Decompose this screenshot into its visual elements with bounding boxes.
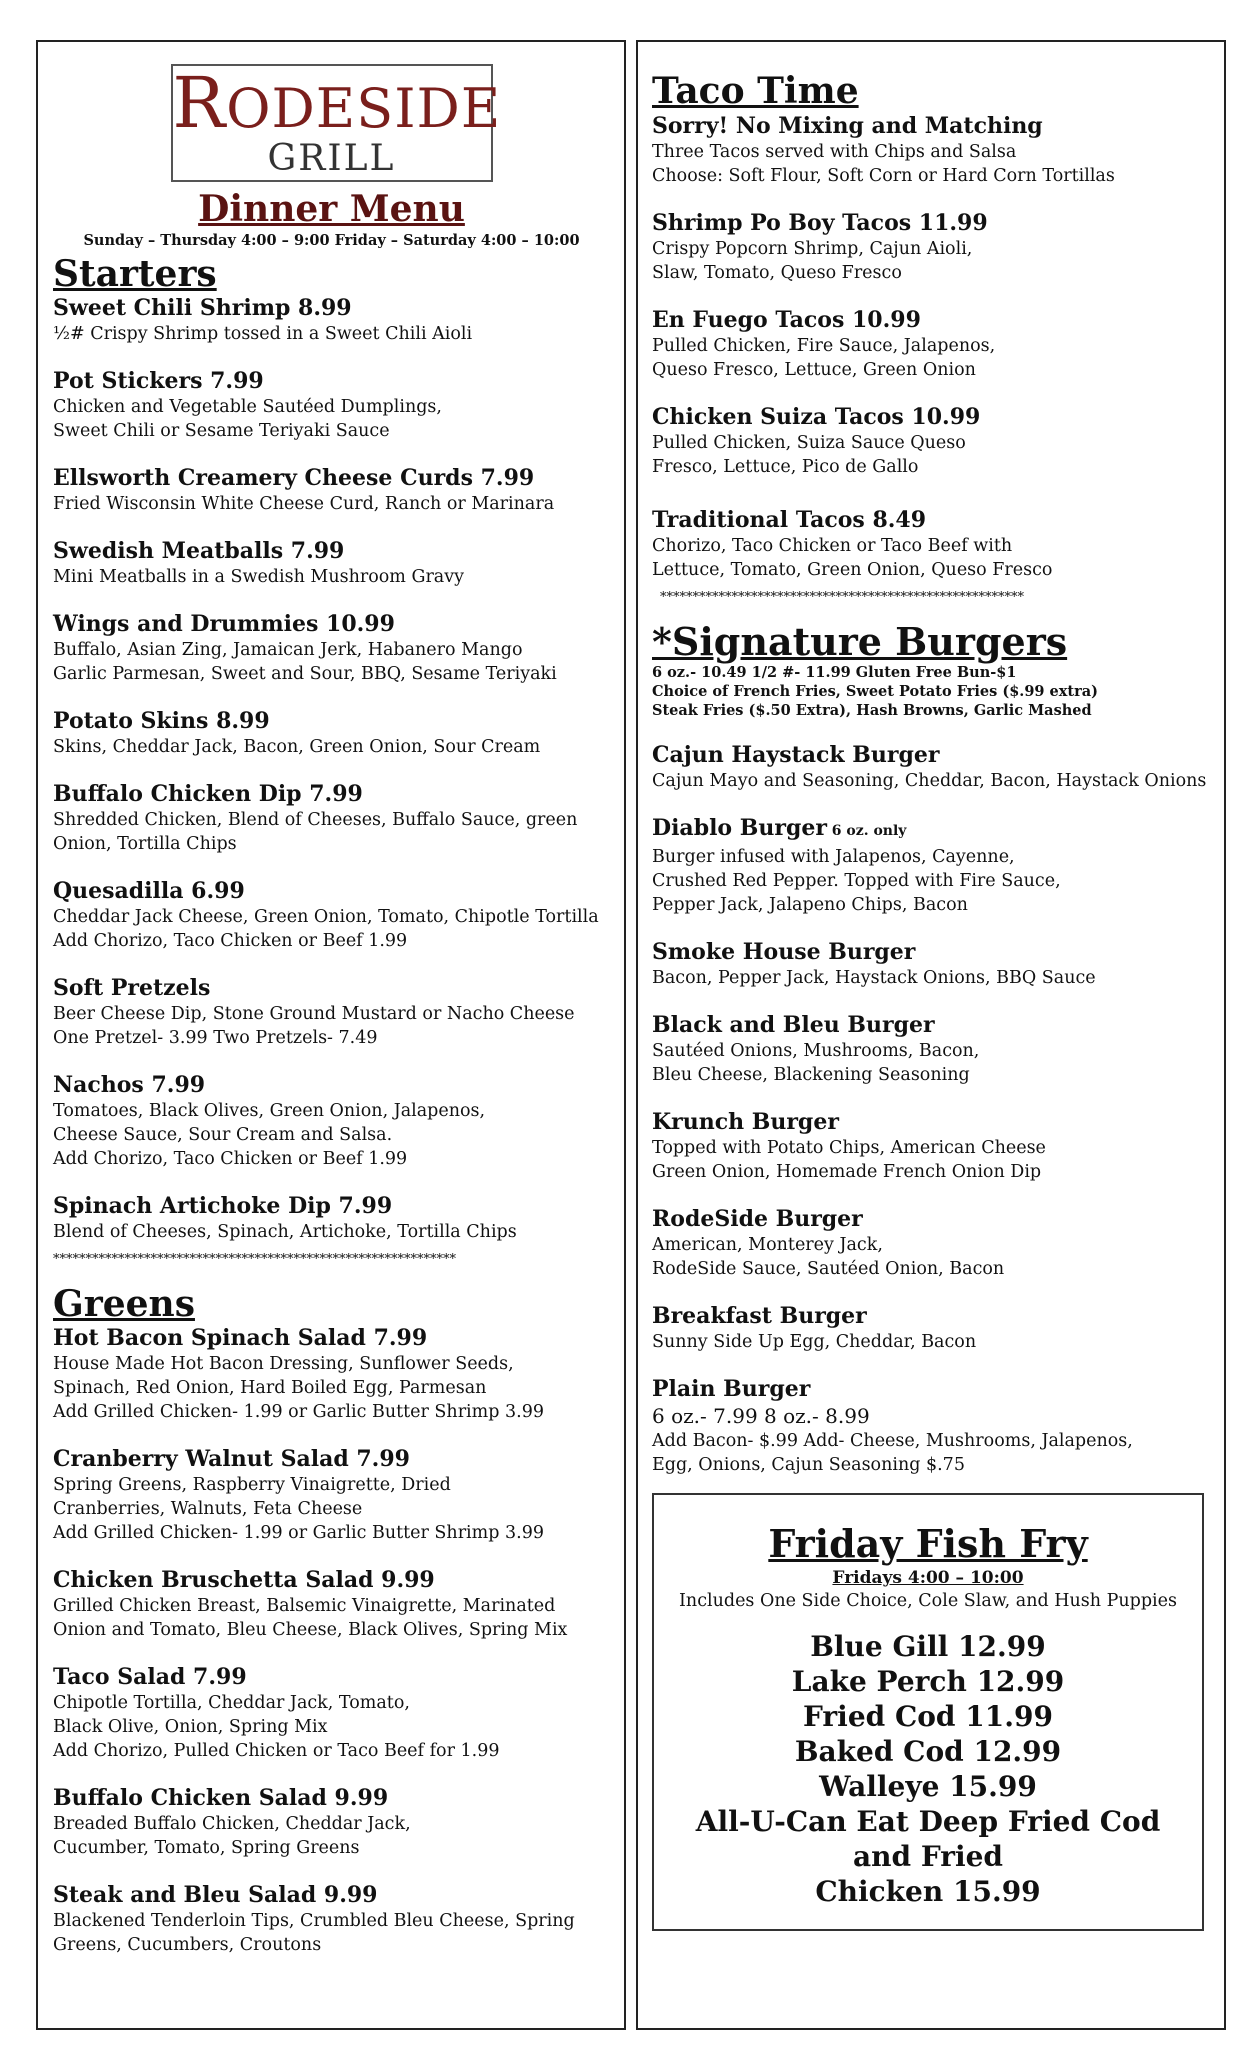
item-description: Chorizo, Taco Chicken or Taco Beef with Lettuce, Tomato, Green Onion, Queso Fresco: [652, 536, 1053, 580]
item-name: Krunch Burger: [652, 1109, 839, 1135]
item-name: Plain Burger: [652, 1376, 811, 1402]
item-description: Crispy Popcorn Shrimp, Cajun Aioli, Slaw, Tomato, Queso Fresco: [652, 239, 973, 283]
item-description: House Made Hot Bacon Dressing, Sunflower Seeds, Spinach, Red Onion, Hard Boiled Egg, Parmesan Add Grilled Chicken- 1.99 or Garlic Butter Shrimp 3.99: [53, 1354, 544, 1422]
item-description: Cajun Mayo and Seasoning, Cheddar, Bacon, Haystack Onions: [652, 771, 1207, 791]
burgers-list: [652, 742, 1210, 1477]
fish-fry-heading: Friday Fish Fry: [768, 1521, 1088, 1566]
logo-initial: R: [172, 62, 227, 144]
item-description: ½# Crispy Shrimp tossed in a Sweet Chili Aioli: [53, 324, 473, 344]
menu-item: [652, 210, 1210, 285]
item-description: Shredded Chicken, Blend of Cheeses, Buffalo Sauce, green Onion, Tortilla Chips: [53, 810, 578, 854]
burgers-notes: [652, 663, 1210, 720]
fish-item: All-U-Can Eat Deep Fried Cod and Fried: [695, 1805, 1161, 1873]
menu-item: [652, 1206, 1210, 1281]
starters-heading: Starters: [53, 253, 217, 295]
burger-sides-note: Choice of French Fries, Sweet Potato Fries ($.99 extra): [652, 683, 1099, 700]
menu-item: [652, 307, 1210, 382]
item-name: Potato Skins 8.99: [53, 708, 270, 734]
menu-item: [53, 708, 610, 759]
item-name: Wings and Drummies 10.99: [53, 611, 395, 637]
menu-item: [53, 1567, 610, 1642]
menu-item: [53, 1325, 610, 1424]
item-name: Diablo Burger: [652, 815, 827, 841]
menu-item: [53, 1072, 610, 1171]
item-name: Quesadilla 6.99: [53, 878, 245, 904]
fish-fry-box: [652, 1493, 1204, 1931]
item-name: Soft Pretzels: [53, 975, 211, 1001]
item-name: Hot Bacon Spinach Salad 7.99: [53, 1325, 428, 1351]
item-price: 6 oz.- 7.99 8 oz.- 8.99: [652, 1404, 870, 1428]
section-divider: **************************************************************: [53, 1252, 456, 1267]
menu-title: Dinner Menu: [198, 188, 465, 230]
item-size-note: 6 oz. only: [826, 823, 907, 839]
menu-item: [53, 975, 610, 1050]
menu-item: [652, 404, 1210, 479]
menu-item: [53, 465, 610, 516]
menu-item: [652, 939, 1210, 990]
item-description: Burger infused with Jalapenos, Cayenne, Crushed Red Pepper. Topped with Fire Sauce, Pepper Jack, Jalapeno Chips, Bacon: [652, 847, 1061, 915]
tacos-intro: [652, 112, 1210, 188]
menu-item: [53, 1446, 610, 1545]
burger-sides-note-2: Steak Fries ($.50 Extra), Hash Browns, Garlic Mashed: [652, 702, 1092, 719]
item-name: Black and Bleu Burger: [652, 1012, 935, 1038]
section-divider: ********************************************************: [660, 590, 1024, 605]
tacos-list: [652, 210, 1210, 582]
item-description: Mini Meatballs in a Swedish Mushroom Gravy: [53, 567, 465, 587]
hours-line: Sunday – Thursday 4:00 – 9:00 Friday – Saturday 4:00 – 10:00: [83, 232, 580, 249]
fish-item: Lake Perch 12.99: [791, 1665, 1065, 1698]
logo-subtitle: GRILL: [267, 138, 396, 179]
menu-item: [652, 1109, 1210, 1184]
menu-item: [652, 1376, 1210, 1477]
menu-item: [53, 1664, 610, 1763]
restaurant-logo: [171, 62, 502, 182]
item-description: Skins, Cheddar Jack, Bacon, Green Onion, Sour Cream: [53, 737, 541, 757]
menu-item: [53, 368, 610, 443]
item-name: Breakfast Burger: [652, 1303, 867, 1329]
item-name: Cranberry Walnut Salad 7.99: [53, 1446, 410, 1472]
item-description: Breaded Buffalo Chicken, Cheddar Jack, Cucumber, Tomato, Spring Greens: [53, 1814, 411, 1858]
menu-item: [53, 611, 610, 686]
logo-name: ODESIDE: [226, 77, 502, 140]
item-name: Buffalo Chicken Salad 9.99: [53, 1785, 389, 1811]
menu-item: [652, 742, 1210, 793]
item-description: Bacon, Pepper Jack, Haystack Onions, BBQ Sauce: [652, 968, 1096, 988]
menu-item: [53, 1193, 610, 1244]
item-name: Ellsworth Creamery Cheese Curds 7.99: [53, 465, 535, 491]
starters-list: [53, 295, 610, 1244]
item-name: Traditional Tacos 8.49: [652, 507, 927, 533]
greens-heading: Greens: [53, 1283, 195, 1325]
item-description: Add Bacon- $.99 Add- Cheese, Mushrooms, Jalapenos, Egg, Onions, Cajun Seasoning $.75: [652, 1431, 1133, 1475]
item-name: Spinach Artichoke Dip 7.99: [53, 1193, 393, 1219]
item-name: Nachos 7.99: [53, 1072, 206, 1098]
tacos-choose: Choose: Soft Flour, Soft Corn or Hard Corn Tortillas: [652, 166, 1115, 186]
item-description: Pulled Chicken, Suiza Sauce Queso Fresco, Lettuce, Pico de Gallo: [652, 433, 966, 477]
item-description: Pulled Chicken, Fire Sauce, Jalapenos, Queso Fresco, Lettuce, Green Onion: [652, 336, 996, 380]
item-description: Sautéed Onions, Mushrooms, Bacon, Bleu Cheese, Blackening Seasoning: [652, 1041, 980, 1085]
item-description: Chipotle Tortilla, Cheddar Jack, Tomato, Black Olive, Onion, Spring Mix Add Chorizo, Pulled Chicken or Taco Beef for 1.99: [53, 1693, 500, 1761]
item-name: Sweet Chili Shrimp 8.99: [53, 295, 352, 321]
greens-list: [53, 1325, 610, 1957]
item-name: Shrimp Po Boy Tacos 11.99: [652, 210, 988, 236]
item-name: RodeSide Burger: [652, 1206, 863, 1232]
right-column: [636, 40, 1226, 2030]
item-name: En Fuego Tacos 10.99: [652, 307, 921, 333]
menu-item: [53, 1785, 610, 1860]
fish-item: Baked Cod 12.99: [794, 1735, 1062, 1768]
fish-fry-hours: Fridays 4:00 – 10:00: [832, 1568, 1024, 1588]
menu-item: [53, 538, 610, 589]
menu-item: [53, 781, 610, 856]
fish-fry-includes: Includes One Side Choice, Cole Slaw, and Hush Puppies: [679, 1591, 1177, 1611]
tacos-serving: Three Tacos served with Chips and Salsa: [652, 142, 1017, 162]
item-description: American, Monterey Jack, RodeSide Sauce, Sautéed Onion, Bacon: [652, 1235, 1005, 1279]
tacos-heading: Taco Time: [652, 70, 859, 112]
fish-item: Walleye 15.99: [819, 1770, 1037, 1803]
item-description: Cheddar Jack Cheese, Green Onion, Tomato, Chipotle Tortilla Add Chorizo, Taco Chicken or Beef 1.99: [53, 907, 599, 951]
item-name: Taco Salad 7.99: [53, 1664, 247, 1690]
burger-price-note: 6 oz.- 10.49 1/2 #- 11.99 Gluten Free Bun-$1: [652, 664, 1017, 681]
item-name: Smoke House Burger: [652, 939, 916, 965]
item-description: Grilled Chicken Breast, Balsemic Vinaigrette, Marinated Onion and Tomato, Bleu Cheese, Black Olives, Spring Mix: [53, 1596, 568, 1640]
burgers-heading: *Signature Burgers: [652, 619, 1068, 664]
item-name: Pot Stickers 7.99: [53, 368, 264, 394]
menu-item: [652, 507, 1210, 582]
item-name: Cajun Haystack Burger: [652, 742, 940, 768]
fish-item: Fried Cod 11.99: [803, 1700, 1053, 1733]
item-description: Tomatoes, Black Olives, Green Onion, Jalapenos, Cheese Sauce, Sour Cream and Salsa. Add Chorizo, Taco Chicken or Beef 1.99: [53, 1101, 486, 1169]
menu-item: [652, 815, 1210, 917]
menu-item: [652, 1303, 1210, 1354]
item-description: Blackened Tenderloin Tips, Crumbled Bleu Cheese, Spring Greens, Cucumbers, Croutons: [53, 1911, 575, 1955]
item-name: Chicken Suiza Tacos 10.99: [652, 404, 981, 430]
item-description: Sunny Side Up Egg, Cheddar, Bacon: [652, 1332, 977, 1352]
item-description: Chicken and Vegetable Sautéed Dumplings, Sweet Chili or Sesame Teriyaki Sauce: [53, 397, 442, 441]
item-description: Buffalo, Asian Zing, Jamaican Jerk, Habanero Mango Garlic Parmesan, Sweet and Sour, BBQ, Sesame Teriyaki: [53, 640, 557, 684]
item-name: Chicken Bruschetta Salad 9.99: [53, 1567, 435, 1593]
item-description: Beer Cheese Dip, Stone Ground Mustard or Nacho Cheese One Pretzel- 3.99 Two Pretzels- 7.49: [53, 1004, 575, 1048]
tacos-note: Sorry! No Mixing and Matching: [652, 113, 1043, 139]
item-description: Blend of Cheeses, Spinach, Artichoke, Tortilla Chips: [53, 1222, 517, 1242]
item-name: Buffalo Chicken Dip 7.99: [53, 781, 363, 807]
item-description: Spring Greens, Raspberry Vinaigrette, Dried Cranberries, Walnuts, Feta Cheese Add Grilled Chicken- 1.99 or Garlic Butter Shrimp 3.99: [53, 1475, 544, 1543]
menu-item: [53, 295, 610, 346]
fish-item: Chicken 15.99: [815, 1875, 1041, 1908]
item-description: Fried Wisconsin White Cheese Curd, Ranch or Marinara: [53, 494, 555, 514]
item-name: Steak and Bleu Salad 9.99: [53, 1882, 378, 1908]
menu-item: [652, 1012, 1210, 1087]
item-name: Swedish Meatballs 7.99: [53, 538, 345, 564]
menu-item: [53, 1882, 610, 1957]
menu-item: [53, 878, 610, 953]
left-column: [36, 40, 626, 2030]
item-description: Topped with Potato Chips, American Cheese Green Onion, Homemade French Onion Dip: [652, 1138, 1046, 1182]
fish-item: Blue Gill 12.99: [810, 1630, 1046, 1663]
